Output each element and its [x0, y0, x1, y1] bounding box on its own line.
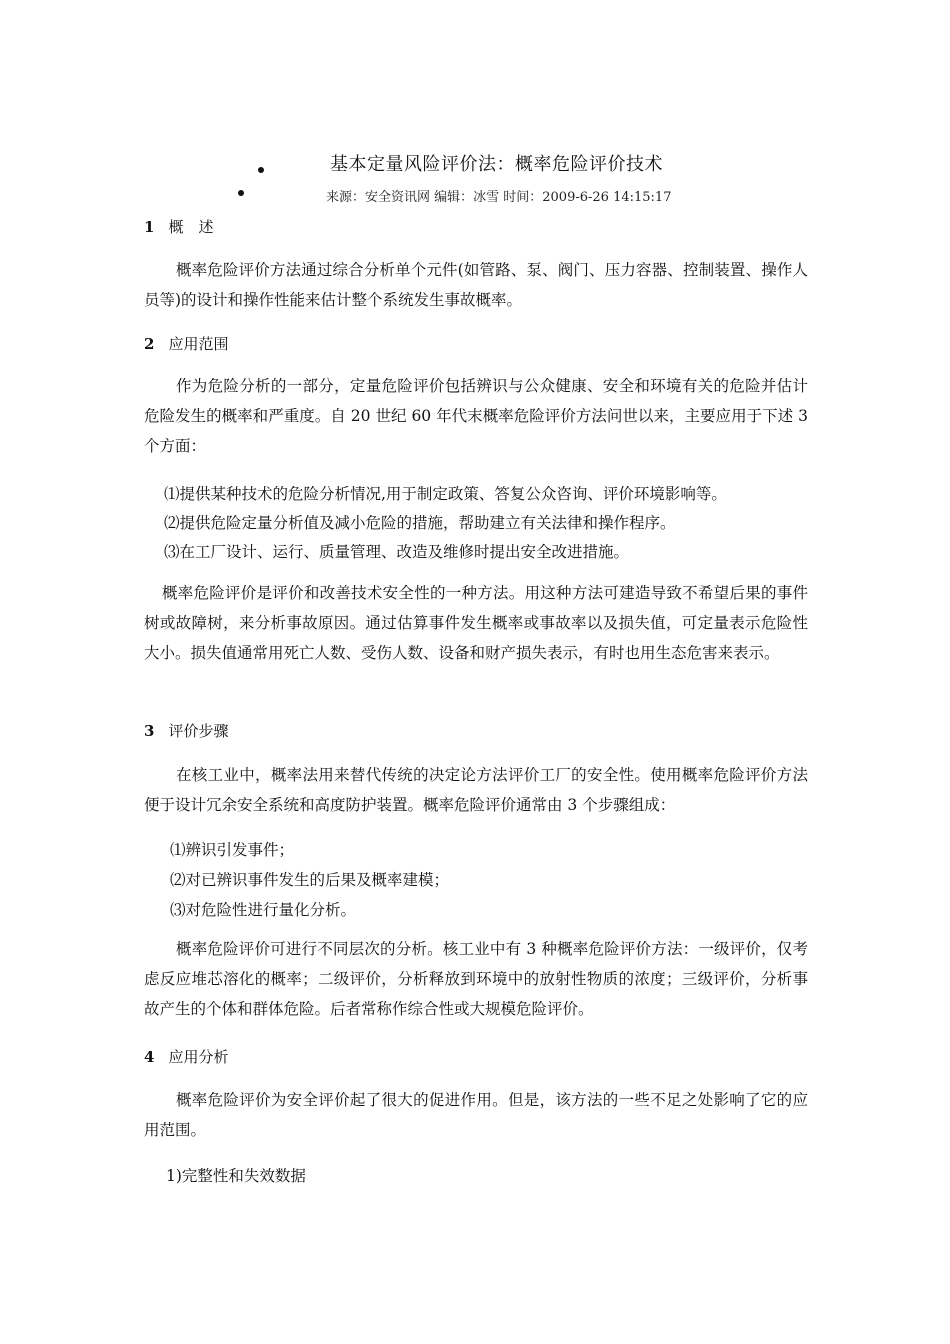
section-heading [144, 1046, 228, 1067]
section-heading [144, 720, 228, 741]
section-heading [144, 333, 228, 354]
meta-bullet [238, 190, 244, 196]
list-item: ⑴辨识引发事件； [170, 841, 295, 859]
paragraph: 作为危险分析的一部分，定量危险评价包括辨识与公众健康、安全和环境有关的危险并估计危险发生的概率和严重度。自 20 世纪 60 年代末概率危险评价方法问世以来，主要应用于下述 3 个方面： [144, 377, 808, 455]
section-title: 概 述 [168, 218, 214, 236]
subheading: 1)完整性和失效数据 [166, 1167, 306, 1185]
list-item: ⑶在工厂设计、运行、质量管理、改造及维修时提出安全改进措施。 [164, 543, 630, 561]
section-heading [144, 216, 213, 237]
list-item: ⑴提供某种技术的危险分析情况,用于制定政策、答复公众咨询、评价环境影响等。 [164, 485, 727, 503]
section-title: 评价步骤 [168, 722, 229, 740]
paragraph: 概率危险评价可进行不同层次的分析。核工业中有 3 种概率危险评价方法：一级评价，仅考虑反应堆芯溶化的概率；二级评价，分析释放到环境中的放射性物质的浓度；三级评价，分析事故产生的个体和群体危险。后者常称作综合性或大规模危险评价。 [144, 940, 808, 1018]
paragraph: 在核工业中，概率法用来替代传统的决定论方法评价工厂的安全性。使用概率危险评价方法便于设计冗余安全系统和高度防护装置。概率危险评价通常由 3 个步骤组成： [144, 766, 808, 814]
section-number: 4 [144, 1048, 155, 1066]
list-item: ⑵对已辨识事件发生的后果及概率建模； [170, 871, 450, 889]
page-title: 基本定量风险评价法：概率危险评价技术 [330, 154, 663, 175]
list-item: ⑵提供危险定量分析值及减小危险的措施，帮助建立有关法律和操作程序。 [164, 514, 676, 532]
section-title: 应用范围 [168, 335, 229, 353]
section-number: 2 [144, 335, 155, 353]
article-meta: 来源：安全资讯网 编辑：冰雪 时间：2009-6-26 14:15:17 [326, 190, 672, 205]
list-item: ⑶对危险性进行量化分析。 [170, 901, 357, 919]
section-title: 应用分析 [168, 1048, 229, 1066]
section-number: 3 [144, 722, 155, 740]
paragraph: 概率危险评价为安全评价起了很大的促进作用。但是，该方法的一些不足之处影响了它的应用范围。 [144, 1091, 808, 1139]
paragraph: 概率危险评价是评价和改善技术安全性的一种方法。用这种方法可建造导致不希望后果的事件树或故障树，来分析事故原因。通过估算事件发生概率或事故率以及损失值，可定量表示危险性大小。损失值通常用死亡人数、受伤人数、设备和财产损失表示，有时也用生态危害来表示。 [144, 584, 808, 662]
paragraph: 概率危险评价方法通过综合分析单个元件(如管路、泵、阀门、压力容器、控制装置、操作人员等)的设计和操作性能来估计整个系统发生事故概率。 [144, 261, 808, 309]
section-number: 1 [144, 218, 155, 236]
title-bullet [258, 167, 264, 173]
